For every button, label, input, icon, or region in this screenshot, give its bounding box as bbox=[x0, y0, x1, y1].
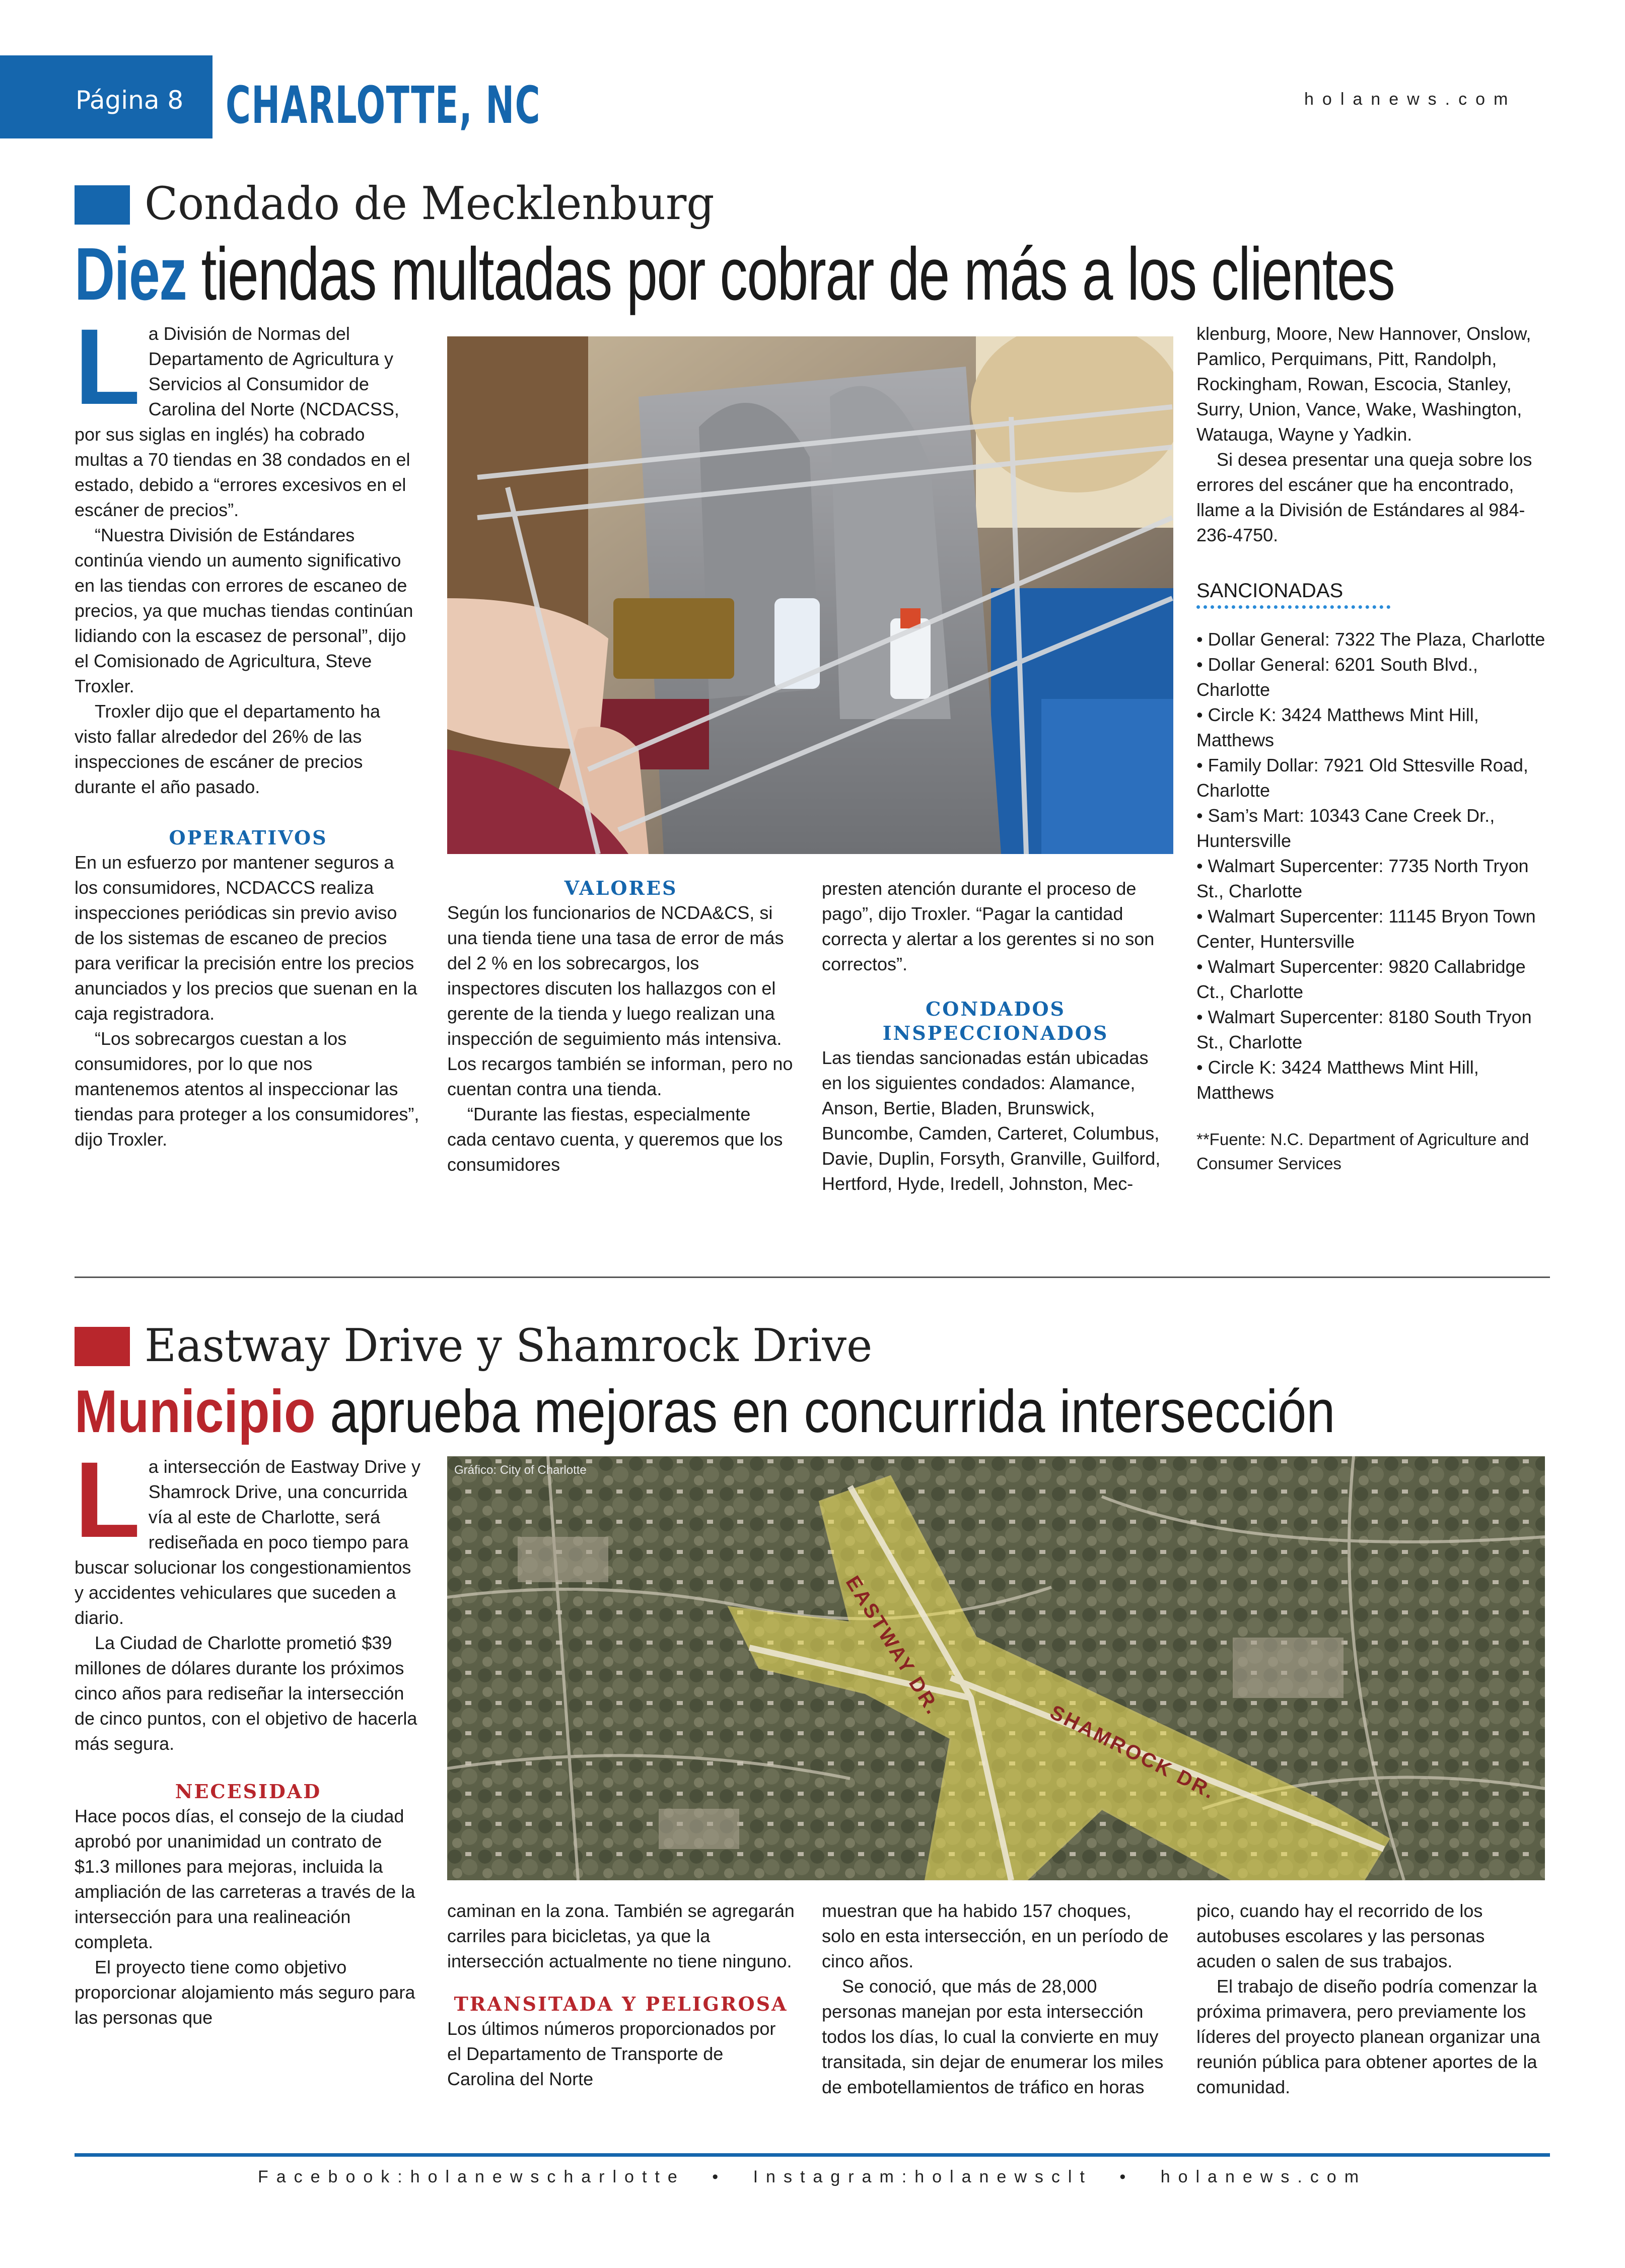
sancionada-item: • Walmart Supercenter: 7735 North Tryon St., Charlotte bbox=[1196, 856, 1529, 901]
subheading-line: CONDADOS bbox=[925, 998, 1066, 1020]
paragraph: Según los funcionarios de NCDA&CS, si una tienda tiene una tasa de error de más del 2 % en los sobrecargos, los inspectores discuten los hallazgos con el gerente de la tienda y luego realizan una inspección de seguimiento más intensiva. Los recargos también se informan, pero no cuentan contra una tienda. bbox=[447, 902, 793, 1099]
paragraph: Los últimos números proporcionados por el Departamento de Transporte de Carolina del Norte bbox=[447, 2018, 776, 2089]
paragraph: a intersección de Eastway Drive y Shamrock Drive, una concurrida vía al este de Charlotte, será rediseñada en poco tiempo para buscar solucionar los congestionamientos y accidentes vehiculares que suceden a diario. bbox=[75, 1456, 420, 1628]
section-title: CHARLOTTE, NC bbox=[226, 76, 541, 135]
paragraph: muestran que ha habido 157 choques, solo en esta intersección, en un período de cinco años. bbox=[822, 1900, 1169, 1971]
page-number: Página 8 bbox=[76, 86, 184, 115]
paragraph: Se conoció, que más de 28,000 personas manejan por esta intersección todos los días, lo cual la convierte en muy transitada, sin dejar de enumerar los miles de embotellamientos de tráfico en horas bbox=[822, 1976, 1164, 2097]
instagram-link[interactable]: Instagram:holanewsclt bbox=[753, 2167, 1093, 2186]
kicker-marker bbox=[75, 1327, 130, 1366]
paragraph: Si desea presentar una queja sobre los errores del escáner que ha encontrado, llame a la División de Estándares al 984-236-4750. bbox=[1196, 449, 1532, 545]
subheading-necesidad: NECESIDAD bbox=[175, 1780, 322, 1803]
paragraph: klenburg, Moore, New Hannover, Onslow, Pamlico, Perquimans, Pitt, Randolph, Rockingham, Rowan, Escocia, Stanley, Surry, Union, Vance, Wake, Washington, Watauga, Wayne y Yadkin. bbox=[1196, 323, 1531, 445]
dotted-rule bbox=[1196, 605, 1390, 609]
intersection-map bbox=[447, 1456, 1545, 1880]
paragraph: a División de Normas del Departamento de Agricultura y Servicios al Consumidor de Carolina del Norte (NCDACSS, por sus siglas en inglés) ha cobrado multas a 70 tiendas en 38 condados en el estado, debido a “errores excesivos en el escáner de precios”. bbox=[75, 323, 410, 520]
article2-col1 bbox=[75, 1440, 422, 2030]
headline-strong: Diez bbox=[75, 233, 187, 316]
sancionada-item: • Circle K: 3424 Matthews Mint Hill, Matthews bbox=[1196, 704, 1479, 750]
paragraph: “Nuestra División de Estándares continúa viendo un aumento significativo en las tiendas con errores de escaneo de precios, ya que muchas tiendas continúan lidiando con la escasez de personal”, dijo el Comisionado de Agricultura, Steve Troxler. bbox=[75, 525, 413, 696]
dropcap: L bbox=[75, 1440, 140, 1560]
article1-kicker: Condado de Mecklenburg bbox=[145, 177, 715, 230]
paragraph: La Ciudad de Charlotte prometió $39 millones de dólares durante los próximos cinco años para rediseñar la intersección de cinco puntos, con el objetivo de hacerla más segura. bbox=[75, 1633, 417, 1754]
sancionadas-title: SANCIONADAS bbox=[1196, 580, 1344, 602]
source-note: **Fuente: N.C. Department of Agriculture and Consumer Services bbox=[1196, 1130, 1529, 1173]
paragraph: Las tiendas sancionadas están ubicadas en los siguientes condados: Alamance, Anson, Bertie, Bladen, Brunswick, Buncombe, Camden, Carteret, Columbus, Davie, Duplin, Forsyth, Granville, Guilford, Hertford, Hyde, Iredell, Johnston, Mec- bbox=[822, 1047, 1161, 1194]
aerial-map bbox=[447, 1456, 1545, 1880]
subheading-condados bbox=[822, 997, 1169, 1045]
article1-col4 bbox=[1196, 321, 1549, 1176]
facebook-link[interactable]: Facebook:holanewscharlotte bbox=[257, 2167, 685, 2186]
subheading-valores: VALORES bbox=[564, 877, 678, 899]
article2-kicker: Eastway Drive y Shamrock Drive bbox=[145, 1319, 873, 1372]
subheading-transitada: TRANSITADA Y PELIGROSA bbox=[454, 1993, 788, 2015]
paragraph: Troxler dijo que el departamento ha visto fallar alrededor del 26% de las inspecciones de escáner de precios durante el año pasado. bbox=[75, 701, 380, 797]
road-label-shamrock: SHAMROCK DR. bbox=[1046, 1701, 1220, 1804]
sancionada-item: • Sam’s Mart: 10343 Cane Creek Dr., Huntersville bbox=[1196, 805, 1495, 851]
paragraph: En un esfuerzo por mantener seguros a los consumidores, NCDACCS realiza inspecciones periódicas sin previo aviso de los sistemas de escaneo de precios para verificar la precisión entre los precios anunciados y los precios que suenan en la caja registradora. bbox=[75, 852, 417, 1024]
sancionada-item: • Family Dollar: 7921 Old Sttesville Road, Charlotte bbox=[1196, 755, 1528, 801]
article2-col2 bbox=[447, 1898, 795, 2092]
paragraph: caminan en la zona. También se agregarán carriles para bicicletas, ya que la intersección actualmente no tiene ninguno. bbox=[447, 1900, 795, 1971]
sancionada-item: • Walmart Supercenter: 8180 South Tryon St., Charlotte bbox=[1196, 1007, 1532, 1052]
sancionada-item: • Circle K: 3424 Matthews Mint Hill, Matthews bbox=[1196, 1057, 1479, 1103]
road-label-eastway: EASTWAY DR. bbox=[841, 1572, 945, 1720]
paragraph: Hace pocos días, el consejo de la ciudad aprobó por unanimidad un contrato de $1.3 millones para mejoras, incluida la ampliación de las carreteras a través de la intersección para una realineación completa. bbox=[75, 1806, 415, 1952]
paragraph: presten atención durante el proceso de pago”, dijo Troxler. “Pagar la cantidad correcta y alertar a los gerentes si no son correctos”. bbox=[822, 878, 1155, 974]
sancionadas-list bbox=[1196, 627, 1549, 1105]
article2-headline bbox=[75, 1379, 1335, 1444]
photo-illustration bbox=[447, 336, 1173, 854]
site-link[interactable]: holanews.com bbox=[1160, 2167, 1367, 2186]
headline-strong: Municipio bbox=[75, 1378, 316, 1445]
footer-separator: • bbox=[712, 2167, 727, 2186]
paragraph: “Durante las fiestas, especialmente cada centavo cuenta, y queremos que los consumidores bbox=[447, 1104, 783, 1175]
article2-col3 bbox=[822, 1898, 1169, 2100]
sancionada-item: • Walmart Supercenter: 9820 Callabridge Ct., Charlotte bbox=[1196, 956, 1526, 1002]
map-credit: Gráfico: City of Charlotte bbox=[454, 1463, 587, 1477]
footer-separator: • bbox=[1119, 2167, 1134, 2186]
article-divider bbox=[75, 1277, 1550, 1278]
shopping-cart-photo bbox=[447, 336, 1173, 854]
dropcap: L bbox=[75, 307, 140, 427]
kicker-marker bbox=[75, 185, 130, 225]
headline-rest: tiendas multadas por cobrar de más a los clientes bbox=[186, 233, 1395, 316]
subheading-operativos: OPERATIVOS bbox=[169, 826, 328, 849]
footer-links bbox=[75, 2167, 1550, 2187]
footer-rule bbox=[75, 2153, 1550, 2157]
article1-col2 bbox=[447, 876, 795, 1177]
paragraph: El trabajo de diseño podría comenzar la próxima primavera, pero previamente los líderes del proyecto planean organizar una reunión pública para obtener aportes de la comunidad. bbox=[1196, 1976, 1540, 2097]
sancionada-item: • Walmart Supercenter: 11145 Bryon Town Center, Huntersville bbox=[1196, 906, 1536, 952]
article1-col3 bbox=[822, 876, 1169, 1196]
sancionada-item: • Dollar General: 6201 South Blvd., Charlotte bbox=[1196, 654, 1478, 700]
paragraph: pico, cuando hay el recorrido de los autobuses escolares y las personas acuden o salen de sus trabajos. bbox=[1196, 1900, 1485, 1971]
paragraph: “Los sobrecargos cuestan a los consumidores, por lo que nos mantenemos atentos al inspeccionar las tiendas para proteger a los consumidores”, dijo Troxler. bbox=[75, 1028, 419, 1150]
subheading-line: INSPECCIONADOS bbox=[882, 1022, 1109, 1044]
article1-col1 bbox=[75, 307, 422, 1152]
article2-col4 bbox=[1196, 1898, 1549, 2100]
article1-headline bbox=[75, 233, 1395, 316]
sancionada-item: • Dollar General: 7322 The Plaza, Charlotte bbox=[1196, 629, 1545, 650]
headline-rest: aprueba mejoras en concurrida intersección bbox=[315, 1378, 1335, 1445]
site-url-header[interactable]: holanews.com bbox=[1304, 90, 1517, 109]
paragraph: El proyecto tiene como objetivo proporcionar alojamiento más seguro para las personas que bbox=[75, 1957, 415, 2028]
